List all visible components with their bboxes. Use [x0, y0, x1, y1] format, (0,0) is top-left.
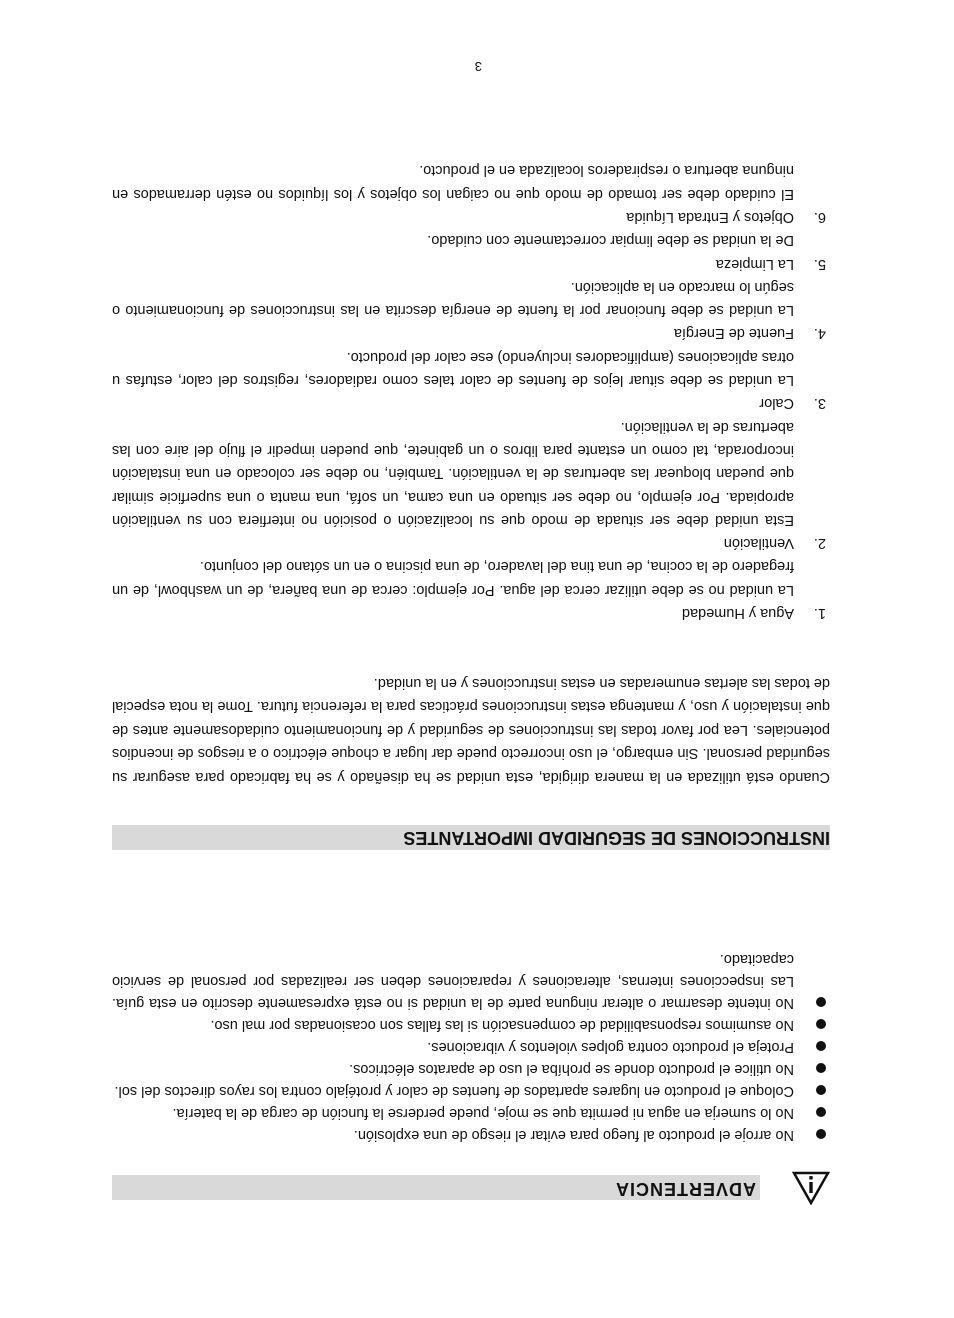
list-item — [112, 554, 830, 624]
item-number: 2. — [813, 535, 826, 552]
item-body: La unidad se debe funcionar por la fuente de energía descrita en las instrucciones de funcionamiento o según lo marcado en la aplicación. — [112, 278, 794, 319]
safety-list — [112, 158, 830, 624]
list-item: No asumimos responsabilidad de compensación si las fallas son ocasionadas por mal uso. — [112, 1014, 830, 1036]
warning-title: ADVERTENCIA — [614, 1179, 756, 1199]
item-title: Ventilación — [723, 535, 794, 552]
bullet-dot-icon — [816, 1063, 826, 1073]
item-title: Fuente de Energía — [673, 325, 794, 342]
list-item: Proteja el producto contra golpes violentos y vibraciones. — [112, 1036, 830, 1058]
bullet-dot-icon — [816, 1107, 826, 1117]
bullet-dot-icon — [816, 1129, 826, 1139]
item-number: 3. — [813, 395, 826, 412]
bullet-dot-icon — [816, 1019, 826, 1029]
item-number: 5. — [813, 255, 826, 272]
list-item — [112, 275, 830, 345]
item-body: De la unidad se debe limpiar correctamente con cuidado. — [427, 232, 794, 249]
item-title: Objetos y Entrada Líquida — [626, 208, 794, 225]
item-number: 1. — [813, 605, 826, 621]
list-item: Coloque el producto en lugares apartados de fuentes de calor y protéjalo contra los rayos directos del sol. — [112, 1080, 830, 1102]
list-item — [112, 344, 830, 414]
warning-header — [112, 1169, 830, 1205]
safety-intro: Cuando está utilizada en la manera dirigida, esta unidad se ha diseñado y se ha fabricado para asegurar su seguridad personal. Sin embargo, el uso incorrecto puede dar lugar a choque eléctrico o a riesgos de incendios potenciales. Lea por favor todas las instrucciones de seguridad y de funcionamiento cuidadosamente antes de que instalación y uso, y mantenga estas instrucciones prácticas para la referencia futura. Tome la nota especial de todas las alertas enumeradas en estas instrucciones y en la unidad. — [112, 675, 830, 785]
warning-list — [112, 948, 830, 1146]
bullet-dot-icon — [816, 1085, 826, 1095]
list-item — [112, 158, 830, 228]
bullet-dot-icon — [816, 997, 826, 1007]
item-title: La Limpieza — [715, 255, 794, 272]
item-body: El cuidado debe ser tomado de modo que no caigan los objetos y los líquidos no estén derramados en ninguna abertura o respiraderos localizada en el producto. — [112, 162, 794, 202]
item-body: La unidad no se debe utilizar cerca del agua. Por ejemplo: cerca de una bañera, de un washbowl, de un fregadero de la cocina, de una tina del lavadero, de una piscina o en un sótano del conjunto. — [112, 558, 794, 598]
bullet-dot-icon — [816, 1041, 826, 1051]
list-item: No intente desarmar o alterar ninguna parte de la unidad si no está expresamente descrito en esta guía. Las inspecciones internas, alteraciones y reparaciones deben ser realizadas por personal de servicio capacitado. — [112, 948, 830, 1014]
safety-title: INSTRUCCIONES DE SEGURIDAD IMPORTANTES — [403, 828, 830, 848]
item-title: Calor — [759, 395, 794, 412]
item-title: Agua y Humedad — [681, 605, 794, 621]
item-number: 4. — [813, 325, 826, 342]
item-number: 6. — [813, 208, 826, 225]
page-number: 3 — [474, 59, 482, 74]
item-body: La unidad se debe situar lejos de fuentes de calor tales como radiadores, registros del calor, estufas u otras aplicaciones (amplificadores incluyendo) ese calor del producto. — [112, 348, 794, 389]
list-item — [112, 414, 830, 554]
list-item — [112, 228, 830, 275]
list-item: No lo sumerja en agua ni permita que se moje, puede perderse la función de carga de la batería. — [112, 1102, 830, 1124]
list-item: No utilice el producto donde se prohíba el uso de aparatos eléctricos. — [112, 1058, 830, 1080]
list-item: No arroje el producto al fuego para evitar el riesgo de una explosión. — [112, 1124, 830, 1146]
item-body: Esta unidad debe ser situada de modo que su localización o posición no interfiera con su ventilación apropiada. Por ejemplo, no debe ser situado en una cama, un sofá, una manta o una superficie similar que puedan bloquear las aberturas de la ventilación. También, no debe ser colocado en una instalación incorporada, tal como un estante para libros o un gabinete, que pueden impedir el flujo del aire con las aberturas de la ventilación. — [112, 418, 794, 528]
warning-triangle-icon — [792, 1171, 830, 1205]
